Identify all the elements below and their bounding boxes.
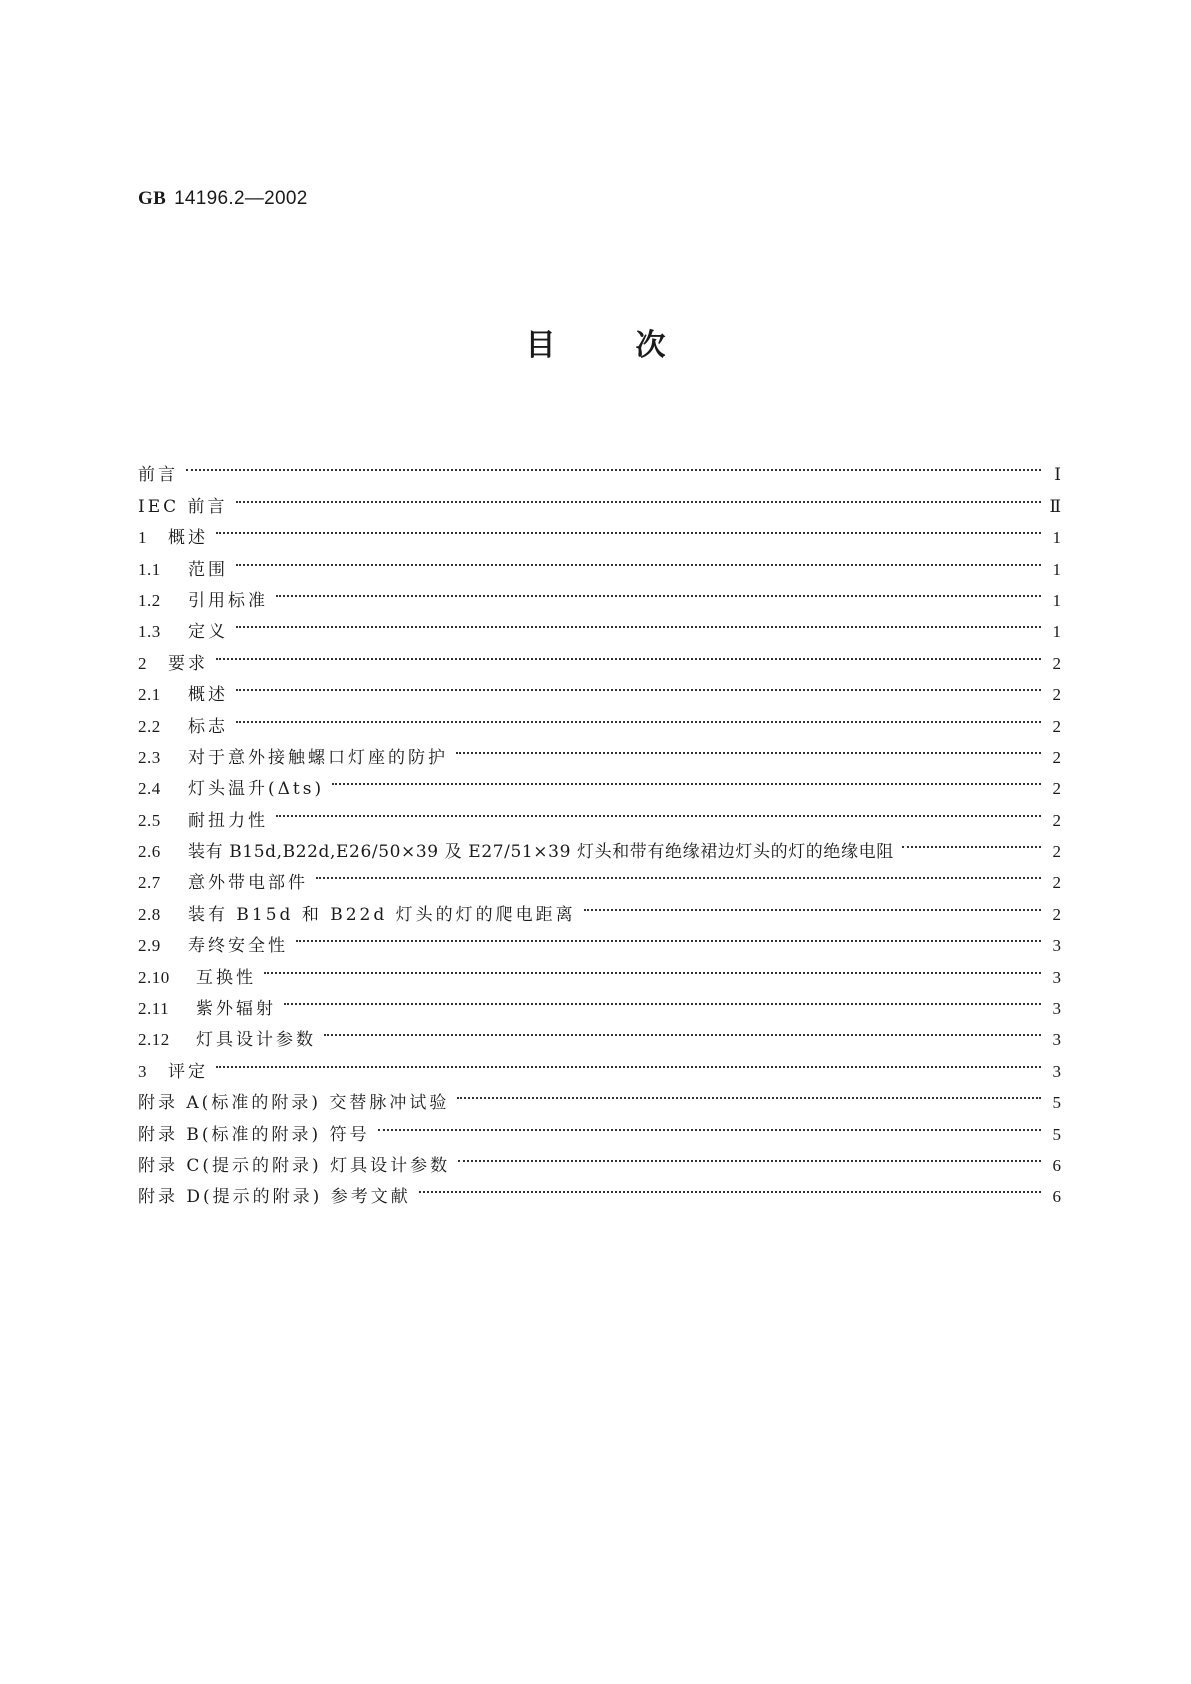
toc-dot-leader (456, 732, 1041, 763)
toc-entry[interactable] (138, 732, 1061, 768)
toc-entry-number: 2.10 (138, 967, 170, 987)
toc-dot-leader (332, 763, 1041, 794)
toc-entry-number: 2.4 (138, 779, 161, 799)
toc-dot-leader (284, 983, 1041, 1014)
toc-dot-leader (276, 794, 1041, 825)
toc-entry-label: 附录 A(标准的附录) 交替脉冲试验 (138, 1093, 450, 1114)
toc-entry-label: 前言 (138, 465, 178, 486)
toc-entry-number: 3 (138, 1061, 147, 1081)
toc-entry-page: 1 (1052, 622, 1061, 642)
toc-dot-leader (584, 888, 1041, 919)
toc-entry[interactable] (138, 1045, 1061, 1082)
toc-entry-page: 2 (1052, 685, 1061, 705)
toc-entry-label: 概述 (168, 528, 208, 549)
toc-entry-number: 1 (138, 528, 147, 548)
toc-entry-label: 灯具设计参数 (196, 1030, 316, 1051)
toc-dot-leader (419, 1171, 1041, 1202)
toc-dot-leader (236, 606, 1041, 637)
toc-entry-page: 5 (1052, 1124, 1061, 1144)
toc-dot-leader (324, 1014, 1041, 1045)
page-title: 目次 (525, 328, 746, 363)
toc-dot-leader (296, 920, 1041, 951)
table-of-contents (138, 449, 1061, 1208)
toc-entry[interactable] (138, 512, 1061, 549)
toc-entry-page: 6 (1052, 1155, 1061, 1175)
toc-entry[interactable] (138, 575, 1061, 611)
toc-dot-leader (186, 449, 1041, 480)
toc-entry[interactable] (138, 951, 1061, 988)
toc-entry-number: 2.6 (138, 842, 161, 862)
toc-entry-page: 6 (1052, 1187, 1061, 1207)
toc-entry-page: 2 (1052, 810, 1061, 830)
toc-entry-label: 附录 B(标准的附录) 符号 (138, 1124, 370, 1145)
toc-entry[interactable] (138, 669, 1061, 706)
toc-entry-page: 1 (1052, 528, 1061, 548)
toc-entry-page: 2 (1052, 653, 1061, 673)
toc-entry-number: 2.1 (138, 685, 161, 705)
toc-entry-label: 定义 (188, 622, 228, 643)
toc-entry-number: 2 (138, 653, 147, 673)
toc-entry-label: 装有 B15d,B22d,E26/50×39 及 E27/51×39 灯头和带有绝缘裙边灯头的灯的绝缘电阻 (188, 842, 894, 863)
toc-entry-page: 3 (1052, 936, 1061, 956)
toc-entry-label: 对于意外接触螺口灯座的防护 (188, 747, 448, 768)
toc-entry-number: 1.3 (138, 622, 161, 642)
toc-entry-label: 寿终安全性 (188, 936, 288, 957)
toc-entry-label: IEC 前言 (138, 496, 228, 517)
toc-dot-leader (316, 857, 1041, 888)
toc-dot-leader (902, 826, 1041, 857)
toc-entry-label: 范围 (188, 559, 228, 580)
toc-entry[interactable] (138, 826, 1061, 863)
toc-entry-page: 5 (1052, 1093, 1061, 1113)
toc-entry-page: 2 (1052, 747, 1061, 767)
toc-entry-label: 要求 (168, 653, 208, 674)
toc-entry[interactable] (138, 480, 1061, 517)
toc-entry-label: 附录 D(提示的附录) 参考文献 (138, 1187, 411, 1208)
toc-entry[interactable] (138, 1077, 1061, 1114)
toc-entry-page: 2 (1052, 873, 1061, 893)
toc-entry-number: 2.2 (138, 716, 161, 736)
toc-entry-page: 3 (1052, 1061, 1061, 1081)
standard-prefix: GB (138, 188, 167, 209)
toc-entry-page: 3 (1052, 967, 1061, 987)
toc-entry[interactable] (138, 794, 1061, 831)
toc-entry-label: 附录 C(提示的附录) 灯具设计参数 (138, 1155, 451, 1176)
toc-entry-page: 3 (1052, 999, 1061, 1019)
standard-code: 14196.2—2002 (174, 188, 308, 209)
toc-entry[interactable] (138, 606, 1061, 643)
toc-dot-leader (216, 1045, 1041, 1076)
toc-entry-page: 1 (1052, 559, 1061, 579)
toc-entry-number: 2.7 (138, 873, 161, 893)
toc-entry-page: 2 (1052, 716, 1061, 736)
toc-dot-leader (236, 700, 1041, 731)
toc-dot-leader (458, 1140, 1041, 1171)
toc-entry-label: 标志 (188, 716, 228, 737)
toc-dot-leader (216, 637, 1041, 668)
toc-entry-number: 1.1 (138, 559, 161, 579)
toc-entry-label: 灯头温升(Δts) (188, 779, 325, 800)
toc-entry-label: 装有 B15d 和 B22d 灯头的灯的爬电距离 (188, 904, 576, 925)
toc-entry-number: 2.9 (138, 936, 161, 956)
toc-dot-leader (378, 1108, 1041, 1139)
toc-dot-leader (236, 480, 1041, 511)
toc-entry-number: 2.12 (138, 1030, 170, 1050)
toc-entry-label: 概述 (188, 685, 228, 706)
toc-entry-page: 2 (1052, 842, 1061, 862)
toc-entry-number: 2.5 (138, 810, 161, 830)
toc-entry[interactable] (138, 700, 1061, 737)
toc-dot-leader (236, 669, 1041, 700)
toc-dot-leader (236, 543, 1041, 574)
toc-entry-page: 3 (1052, 1030, 1061, 1050)
toc-entry-page: Ⅰ (1054, 465, 1061, 485)
toc-entry-number: 1.2 (138, 590, 161, 610)
toc-entry[interactable] (138, 637, 1061, 674)
toc-entry-page: 2 (1052, 779, 1061, 799)
toc-entry-label: 紫外辐射 (196, 999, 276, 1020)
toc-dot-leader (264, 951, 1041, 982)
toc-entry[interactable] (138, 449, 1061, 486)
toc-dot-leader (457, 1077, 1041, 1108)
toc-entry-label: 意外带电部件 (188, 873, 308, 894)
standard-number (138, 188, 308, 210)
toc-entry[interactable] (138, 1014, 1061, 1051)
toc-dot-leader (276, 575, 1041, 606)
toc-entry-label: 互换性 (196, 967, 256, 988)
toc-entry-label: 耐扭力性 (188, 810, 268, 831)
toc-dot-leader (216, 512, 1041, 543)
toc-entry-number: 2.11 (138, 999, 170, 1019)
toc-entry-page: Ⅱ (1049, 496, 1061, 516)
toc-entry-number: 2.3 (138, 747, 161, 767)
toc-entry-page: 1 (1052, 590, 1061, 610)
toc-entry[interactable] (138, 543, 1061, 580)
toc-entry-number: 2.8 (138, 904, 161, 924)
toc-entry-page: 2 (1052, 904, 1061, 924)
toc-entry-label: 评定 (168, 1061, 208, 1082)
toc-entry[interactable] (138, 983, 1061, 1020)
toc-entry-label: 引用标准 (188, 590, 268, 611)
